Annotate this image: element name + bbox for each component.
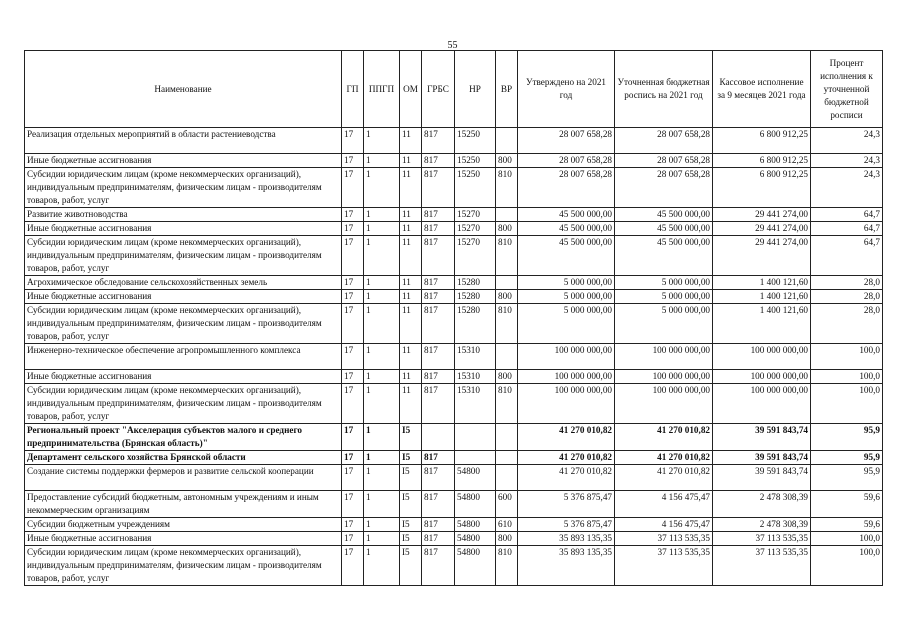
cell-cash: 6 800 912,25 [713, 128, 811, 154]
cell-ppgp: 1 [364, 344, 400, 370]
cell-ppgp: 1 [364, 236, 400, 276]
cell-cash: 6 800 912,25 [713, 154, 811, 168]
cell-approved: 28 007 658,28 [518, 168, 615, 208]
cell-cash: 29 441 274,00 [713, 236, 811, 276]
cell-vr: 800 [496, 154, 518, 168]
table-row [25, 304, 883, 344]
cell-nr: 15310 [455, 344, 496, 370]
cell-percent: 24,3 [811, 128, 883, 154]
header-name: Наименование [25, 51, 342, 128]
cell-gp: 17 [342, 370, 364, 384]
cell-grbs: 817 [422, 154, 455, 168]
cell-ppgp: 1 [364, 384, 400, 424]
table-row [25, 546, 883, 586]
cell-gp: 17 [342, 546, 364, 586]
cell-grbs [422, 424, 455, 451]
cell-percent: 59,6 [811, 518, 883, 532]
cell-name: Субсидии юридическим лицам (кроме некоммерческих организаций), индивидуальным предпринимателям, физическим лицам - производителям товаров, работ, услуг [25, 546, 342, 586]
cell-gp: 17 [342, 208, 364, 222]
header-approved: Утверждено на 2021 год [518, 51, 615, 128]
cell-om: 11 [400, 222, 422, 236]
cell-vr [496, 276, 518, 290]
table-row [25, 154, 883, 168]
table-row [25, 168, 883, 208]
cell-name: Реализация отдельных мероприятий в области растениеводства [25, 128, 342, 154]
cell-vr: 810 [496, 168, 518, 208]
cell-approved: 45 500 000,00 [518, 208, 615, 222]
cell-name: Субсидии юридическим лицам (кроме некоммерческих организаций), индивидуальным предпринимателям, физическим лицам - производителям товаров, работ, услуг [25, 304, 342, 344]
cell-name: Создание системы поддержки фермеров и развитие сельской кооперации [25, 465, 342, 491]
cell-vr [496, 451, 518, 465]
cell-vr: 610 [496, 518, 518, 532]
table-row [25, 518, 883, 532]
cell-percent: 95,9 [811, 465, 883, 491]
table-row [25, 532, 883, 546]
cell-cash: 29 441 274,00 [713, 222, 811, 236]
header-grbs: ГРБС [422, 51, 455, 128]
cell-name: Субсидии юридическим лицам (кроме некоммерческих организаций), индивидуальным предпринимателям, физическим лицам - производителям товаров, работ, услуг [25, 384, 342, 424]
cell-nr: 15310 [455, 384, 496, 424]
cell-ppgp: 1 [364, 451, 400, 465]
cell-vr [496, 424, 518, 451]
cell-ppgp: 1 [364, 370, 400, 384]
cell-gp: 17 [342, 344, 364, 370]
cell-ppgp: 1 [364, 128, 400, 154]
header-refined: Уточненная бюджетная роспись на 2021 год [615, 51, 713, 128]
cell-nr: 15250 [455, 154, 496, 168]
cell-gp: 17 [342, 465, 364, 491]
cell-gp: 17 [342, 424, 364, 451]
cell-vr [496, 128, 518, 154]
cell-name: Иные бюджетные ассигнования [25, 290, 342, 304]
cell-refined: 4 156 475,47 [615, 518, 713, 532]
cell-percent: 24,3 [811, 168, 883, 208]
cell-om: I5 [400, 532, 422, 546]
cell-refined: 45 500 000,00 [615, 236, 713, 276]
table-row [25, 384, 883, 424]
cell-om: 11 [400, 168, 422, 208]
cell-om: 11 [400, 154, 422, 168]
cell-percent: 100,0 [811, 532, 883, 546]
cell-refined: 41 270 010,82 [615, 424, 713, 451]
cell-approved: 100 000 000,00 [518, 370, 615, 384]
table-row [25, 128, 883, 154]
cell-percent: 64,7 [811, 236, 883, 276]
header-vr: ВР [496, 51, 518, 128]
cell-percent: 100,0 [811, 384, 883, 424]
cell-vr: 800 [496, 370, 518, 384]
cell-approved: 45 500 000,00 [518, 222, 615, 236]
cell-nr: 54800 [455, 491, 496, 518]
cell-name: Иные бюджетные ассигнования [25, 370, 342, 384]
cell-nr: 15250 [455, 128, 496, 154]
cell-percent: 100,0 [811, 370, 883, 384]
cell-refined: 5 000 000,00 [615, 290, 713, 304]
cell-cash: 1 400 121,60 [713, 304, 811, 344]
cell-cash: 1 400 121,60 [713, 276, 811, 290]
table-row [25, 424, 883, 451]
cell-approved: 35 893 135,35 [518, 532, 615, 546]
cell-approved: 41 270 010,82 [518, 424, 615, 451]
cell-percent: 28,0 [811, 276, 883, 290]
cell-approved: 5 000 000,00 [518, 290, 615, 304]
cell-gp: 17 [342, 304, 364, 344]
cell-grbs: 817 [422, 304, 455, 344]
cell-cash: 100 000 000,00 [713, 384, 811, 424]
cell-vr: 810 [496, 304, 518, 344]
cell-ppgp: 1 [364, 154, 400, 168]
cell-grbs: 817 [422, 532, 455, 546]
cell-approved: 5 000 000,00 [518, 304, 615, 344]
cell-name: Иные бюджетные ассигнования [25, 154, 342, 168]
cell-percent: 24,3 [811, 154, 883, 168]
cell-percent: 59,6 [811, 491, 883, 518]
cell-gp: 17 [342, 276, 364, 290]
cell-om: 11 [400, 236, 422, 276]
table-row [25, 370, 883, 384]
cell-refined: 45 500 000,00 [615, 208, 713, 222]
table-row [25, 222, 883, 236]
cell-grbs: 817 [422, 546, 455, 586]
cell-nr: 54800 [455, 546, 496, 586]
cell-om: I5 [400, 491, 422, 518]
page-number: 55 [447, 40, 458, 51]
cell-name: Развитие животноводства [25, 208, 342, 222]
cell-refined: 100 000 000,00 [615, 370, 713, 384]
cell-cash: 100 000 000,00 [713, 344, 811, 370]
cell-grbs: 817 [422, 384, 455, 424]
cell-ppgp: 1 [364, 532, 400, 546]
cell-vr: 800 [496, 290, 518, 304]
cell-nr: 15270 [455, 236, 496, 276]
cell-nr: 15280 [455, 276, 496, 290]
cell-om: I5 [400, 451, 422, 465]
cell-gp: 17 [342, 384, 364, 424]
cell-percent: 95,9 [811, 424, 883, 451]
cell-refined: 100 000 000,00 [615, 384, 713, 424]
cell-approved: 28 007 658,28 [518, 128, 615, 154]
header-gp: ГП [342, 51, 364, 128]
table-row [25, 236, 883, 276]
cell-refined: 5 000 000,00 [615, 276, 713, 290]
cell-om: I5 [400, 518, 422, 532]
cell-vr: 800 [496, 532, 518, 546]
cell-percent: 64,7 [811, 208, 883, 222]
cell-refined: 37 113 535,35 [615, 532, 713, 546]
cell-grbs: 817 [422, 491, 455, 518]
cell-refined: 41 270 010,82 [615, 451, 713, 465]
cell-om: 11 [400, 370, 422, 384]
cell-approved: 41 270 010,82 [518, 451, 615, 465]
cell-name: Инженерно-техническое обеспечение агропромышленного комплекса [25, 344, 342, 370]
cell-approved: 28 007 658,28 [518, 154, 615, 168]
cell-cash: 1 400 121,60 [713, 290, 811, 304]
cell-nr: 54800 [455, 532, 496, 546]
cell-nr [455, 424, 496, 451]
cell-vr: 600 [496, 491, 518, 518]
cell-vr: 810 [496, 384, 518, 424]
cell-name: Региональный проект "Акселерация субъектов малого и среднего предпринимательства (Брянская область)" [25, 424, 342, 451]
cell-nr: 54800 [455, 465, 496, 491]
cell-name: Предоставление субсидий бюджетным, автономным учреждениям и иным некоммерческим организациям [25, 491, 342, 518]
cell-cash: 37 113 535,35 [713, 532, 811, 546]
cell-grbs: 817 [422, 222, 455, 236]
cell-vr: 810 [496, 236, 518, 276]
table-row [25, 451, 883, 465]
table-row [25, 465, 883, 491]
cell-refined: 45 500 000,00 [615, 222, 713, 236]
cell-grbs: 817 [422, 370, 455, 384]
cell-cash: 39 591 843,74 [713, 451, 811, 465]
cell-approved: 35 893 135,35 [518, 546, 615, 586]
cell-name: Иные бюджетные ассигнования [25, 222, 342, 236]
cell-vr [496, 344, 518, 370]
cell-percent: 64,7 [811, 222, 883, 236]
cell-refined: 41 270 010,82 [615, 465, 713, 491]
cell-om: 11 [400, 290, 422, 304]
cell-ppgp: 1 [364, 424, 400, 451]
cell-name: Иные бюджетные ассигнования [25, 532, 342, 546]
cell-om: I5 [400, 465, 422, 491]
cell-om: I5 [400, 424, 422, 451]
cell-om: 11 [400, 128, 422, 154]
cell-refined: 4 156 475,47 [615, 491, 713, 518]
cell-name: Субсидии юридическим лицам (кроме некоммерческих организаций), индивидуальным предпринимателям, физическим лицам - производителям товаров, работ, услуг [25, 236, 342, 276]
cell-cash: 2 478 308,39 [713, 518, 811, 532]
cell-nr: 15280 [455, 304, 496, 344]
header-cash: Кассовое исполнение за 9 месяцев 2021 года [713, 51, 811, 128]
cell-cash: 37 113 535,35 [713, 546, 811, 586]
cell-gp: 17 [342, 290, 364, 304]
cell-om: 11 [400, 208, 422, 222]
cell-grbs: 817 [422, 168, 455, 208]
cell-gp: 17 [342, 154, 364, 168]
budget-table [24, 50, 883, 586]
cell-ppgp: 1 [364, 222, 400, 236]
cell-grbs: 817 [422, 344, 455, 370]
cell-grbs: 817 [422, 465, 455, 491]
cell-nr: 15250 [455, 168, 496, 208]
cell-cash: 29 441 274,00 [713, 208, 811, 222]
cell-gp: 17 [342, 532, 364, 546]
cell-nr: 15310 [455, 370, 496, 384]
cell-ppgp: 1 [364, 465, 400, 491]
cell-om: I5 [400, 546, 422, 586]
cell-gp: 17 [342, 168, 364, 208]
cell-ppgp: 1 [364, 290, 400, 304]
cell-cash: 2 478 308,39 [713, 491, 811, 518]
table-header-row [25, 51, 883, 128]
cell-percent: 100,0 [811, 546, 883, 586]
cell-cash: 100 000 000,00 [713, 370, 811, 384]
header-ppgp: ППГП [364, 51, 400, 128]
cell-name: Субсидии бюджетным учреждениям [25, 518, 342, 532]
cell-percent: 95,9 [811, 451, 883, 465]
cell-approved: 45 500 000,00 [518, 236, 615, 276]
cell-nr: 15270 [455, 222, 496, 236]
cell-grbs: 817 [422, 451, 455, 465]
cell-cash: 39 591 843,74 [713, 465, 811, 491]
cell-gp: 17 [342, 236, 364, 276]
cell-vr [496, 208, 518, 222]
header-percent: Процент исполнения к уточненной бюджетной росписи [811, 51, 883, 128]
cell-name: Субсидии юридическим лицам (кроме некоммерческих организаций), индивидуальным предпринимателям, физическим лицам - производителям товаров, работ, услуг [25, 168, 342, 208]
cell-percent: 28,0 [811, 304, 883, 344]
cell-refined: 5 000 000,00 [615, 304, 713, 344]
cell-nr: 15270 [455, 208, 496, 222]
cell-gp: 17 [342, 491, 364, 518]
cell-nr [455, 451, 496, 465]
cell-grbs: 817 [422, 128, 455, 154]
table-row [25, 344, 883, 370]
cell-gp: 17 [342, 518, 364, 532]
cell-approved: 100 000 000,00 [518, 384, 615, 424]
cell-ppgp: 1 [364, 518, 400, 532]
cell-ppgp: 1 [364, 208, 400, 222]
cell-refined: 28 007 658,28 [615, 128, 713, 154]
table-row [25, 491, 883, 518]
cell-refined: 37 113 535,35 [615, 546, 713, 586]
cell-om: 11 [400, 384, 422, 424]
cell-percent: 100,0 [811, 344, 883, 370]
cell-gp: 17 [342, 451, 364, 465]
cell-om: 11 [400, 344, 422, 370]
cell-ppgp: 1 [364, 491, 400, 518]
cell-percent: 28,0 [811, 290, 883, 304]
table-row [25, 290, 883, 304]
cell-gp: 17 [342, 222, 364, 236]
cell-cash: 6 800 912,25 [713, 168, 811, 208]
cell-gp: 17 [342, 128, 364, 154]
table-row [25, 208, 883, 222]
cell-grbs: 817 [422, 236, 455, 276]
header-om: ОМ [400, 51, 422, 128]
cell-approved: 41 270 010,82 [518, 465, 615, 491]
cell-approved: 5 376 875,47 [518, 491, 615, 518]
cell-refined: 100 000 000,00 [615, 344, 713, 370]
table-row [25, 276, 883, 290]
cell-refined: 28 007 658,28 [615, 168, 713, 208]
cell-vr: 800 [496, 222, 518, 236]
cell-approved: 100 000 000,00 [518, 344, 615, 370]
cell-cash: 39 591 843,74 [713, 424, 811, 451]
cell-vr: 810 [496, 546, 518, 586]
cell-nr: 15280 [455, 290, 496, 304]
cell-grbs: 817 [422, 208, 455, 222]
cell-grbs: 817 [422, 290, 455, 304]
cell-om: 11 [400, 276, 422, 290]
cell-refined: 28 007 658,28 [615, 154, 713, 168]
cell-approved: 5 000 000,00 [518, 276, 615, 290]
cell-ppgp: 1 [364, 276, 400, 290]
cell-name: Департамент сельского хозяйства Брянской области [25, 451, 342, 465]
cell-ppgp: 1 [364, 168, 400, 208]
cell-grbs: 817 [422, 518, 455, 532]
cell-vr [496, 465, 518, 491]
cell-ppgp: 1 [364, 546, 400, 586]
cell-name: Агрохимическое обследование сельскохозяйственных земель [25, 276, 342, 290]
cell-om: 11 [400, 304, 422, 344]
cell-nr: 54800 [455, 518, 496, 532]
header-nr: НР [455, 51, 496, 128]
cell-approved: 5 376 875,47 [518, 518, 615, 532]
cell-grbs: 817 [422, 276, 455, 290]
cell-ppgp: 1 [364, 304, 400, 344]
